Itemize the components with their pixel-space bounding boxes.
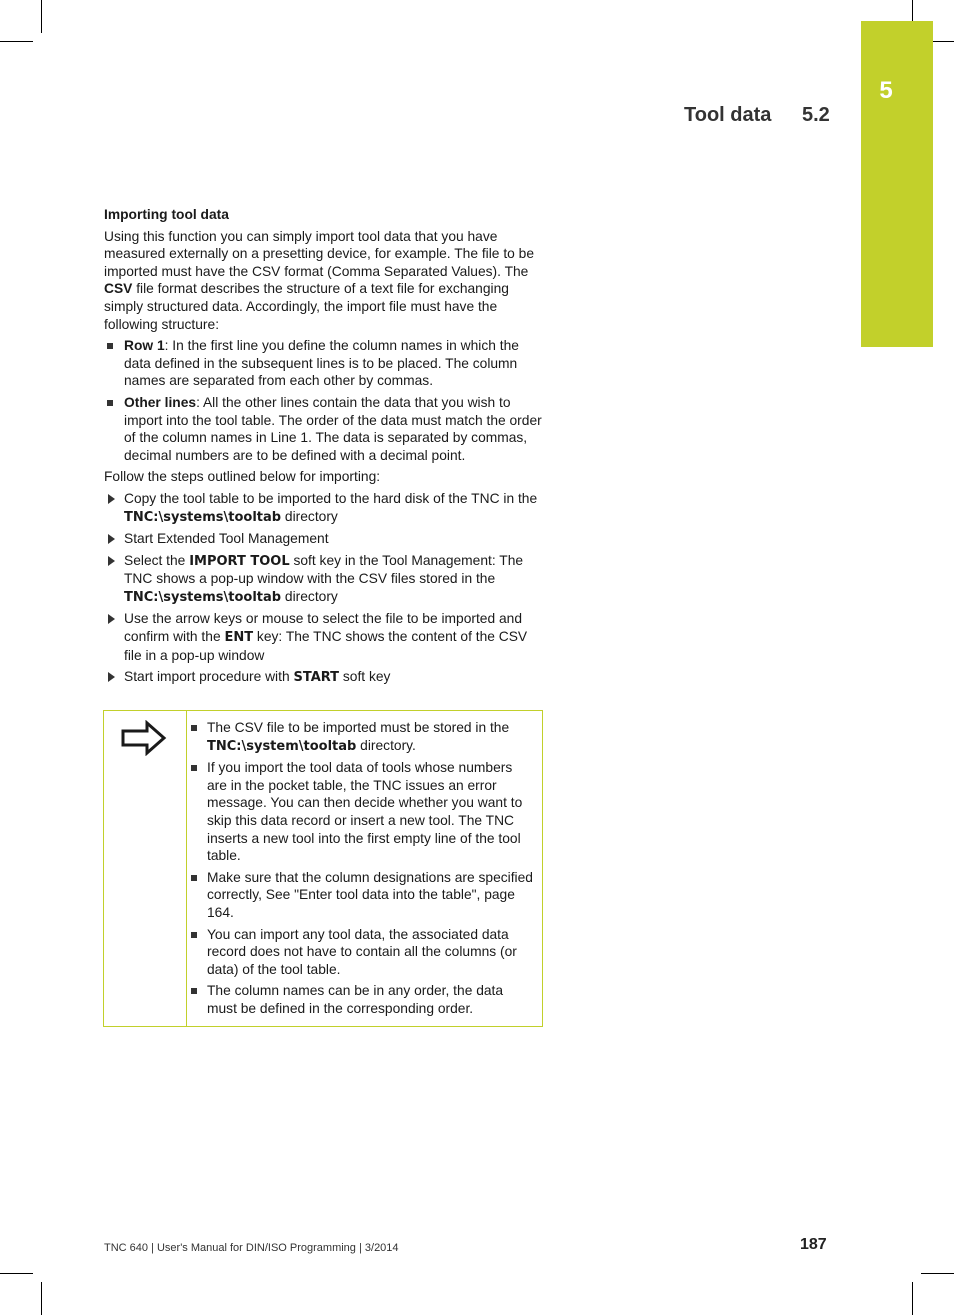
step-item [104, 490, 544, 526]
step-item [104, 530, 544, 548]
note-item [188, 869, 534, 922]
chapter-tab [861, 21, 933, 347]
square-bullet-icon [191, 725, 197, 731]
note-item [188, 926, 534, 979]
crop-mark [41, 0, 42, 33]
page-number: 187 [800, 1236, 827, 1253]
arrow-right-icon [121, 720, 167, 756]
main-content [104, 206, 544, 691]
triangle-bullet-icon [108, 672, 115, 682]
crop-mark [0, 41, 33, 42]
softkey-term: IMPORT TOOL [189, 553, 290, 569]
steps-list [104, 490, 544, 687]
section-title: Tool data [684, 104, 772, 126]
square-bullet-icon [191, 765, 197, 771]
step-item [104, 668, 544, 687]
step-text: Select the [124, 552, 190, 568]
triangle-bullet-icon [108, 556, 115, 566]
square-bullet-icon [191, 988, 197, 994]
intro-paragraph [104, 228, 544, 334]
note-item [188, 719, 534, 755]
step-text: Start Extended Tool Management [124, 531, 329, 547]
note-box [103, 710, 543, 1027]
step-text: Start import procedure with [124, 669, 294, 685]
path-term: TNC:\systems\tooltab [124, 509, 282, 525]
square-bullet-icon [107, 343, 113, 349]
step-item [104, 610, 544, 664]
item-text: : In the first line you define the column names in which the data defined in the subsequent lines is to be placed. The column names are separated from each other by commas. [124, 338, 519, 389]
triangle-bullet-icon [108, 614, 115, 624]
steps-intro: Follow the steps outlined below for importing: [104, 469, 381, 485]
intro-line: Using this function you can simply import tool data that you have [104, 228, 498, 244]
square-bullet-icon [191, 932, 197, 938]
crop-mark [0, 1273, 33, 1274]
step-text: soft key [339, 669, 391, 685]
note-text: Make sure that the column designations are specified correctly, See "Enter tool data into the table", page 164. [207, 869, 533, 920]
structure-list [104, 337, 544, 464]
step-text: key: The TNC shows the content of the CSV file in a pop-up window [124, 629, 528, 663]
crop-mark [41, 1282, 42, 1315]
note-text: directory. [356, 737, 416, 753]
softkey-term: START [293, 670, 340, 686]
crop-mark [912, 1282, 913, 1315]
footer-text: TNC 640 | User's Manual for DIN/ISO Programming | 3/2014 [104, 1242, 399, 1254]
step-text: Use the arrow keys or mouse to select the file to be imported and confirm with the [124, 611, 523, 645]
intro-text: file format describes the structure of a text file [132, 281, 415, 297]
item-text: : All the other lines contain the data that you wish to import into the tool table. The order of the data must match the order of the column names in Line 1. The data is separated by commas, decimal numbers are to be defined with a decimal point. [124, 394, 542, 463]
intro-text: Values). The [451, 263, 529, 279]
intro-text: for exchanging simply structured data. Accordingly, the import file must have the following structure: [104, 281, 509, 332]
path-term: TNC:\systems\tooltab [124, 589, 282, 605]
chapter-tab-number: 5 [879, 77, 893, 104]
note-text: The column names can be in any order, the data must be defined in the corresponding order. [207, 983, 504, 1016]
note-text: You can import any tool data, the associated data record does not have to contain all the columns (or data) of the tool table. [207, 926, 517, 977]
square-bullet-icon [107, 400, 113, 406]
note-list [188, 719, 534, 1022]
step-text: Copy the tool table to be imported to the hard disk of the TNC in the [124, 490, 538, 506]
square-bullet-icon [191, 875, 197, 881]
section-number: 5.2 [802, 104, 830, 126]
step-text: directory [281, 588, 338, 604]
item-label: Row 1 [124, 338, 165, 354]
step-text: soft key in the Tool Management: The TNC shows a pop-up window with the CSV files stored in the [124, 552, 524, 587]
triangle-bullet-icon [108, 494, 115, 504]
note-item [188, 982, 534, 1017]
csv-term: CSV [104, 281, 133, 297]
intro-line: measured externally on a presetting device, for example. The file [104, 246, 500, 262]
section-heading: Importing tool data [104, 207, 229, 222]
note-text: The CSV file to be imported must be stored in the [207, 720, 510, 735]
list-item [104, 394, 544, 464]
path-term: TNC:\system\tooltab [207, 738, 357, 754]
note-divider [186, 711, 187, 1026]
note-text: If you import the tool data of tools whose numbers are in the pocket table, the TNC issues an error message. You can then decide whether you want to skip this data record or insert a new tool. The TNC inserts a new tool into the first empty line of the tool table. [207, 760, 523, 864]
list-item [104, 337, 544, 390]
step-text: directory [281, 508, 338, 524]
crop-mark [933, 41, 954, 42]
triangle-bullet-icon [108, 534, 115, 544]
step-item [104, 552, 544, 607]
crop-mark [921, 1273, 954, 1274]
key-term: ENT [224, 630, 254, 646]
crop-mark [912, 0, 913, 21]
item-label: Other lines [124, 394, 197, 410]
intro-line: to be imported must have the CSV format (Comma Separated [104, 246, 534, 279]
note-item [188, 759, 534, 865]
